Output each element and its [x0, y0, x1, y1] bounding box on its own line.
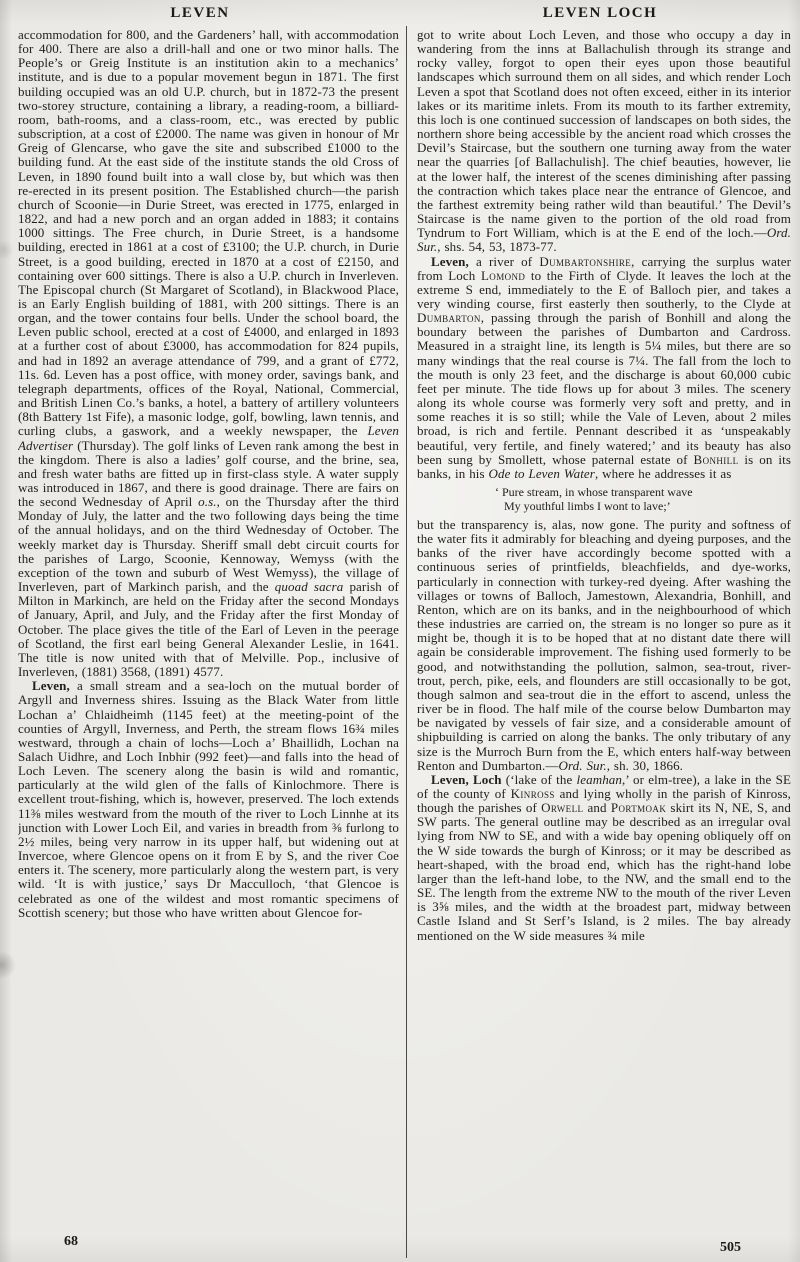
text-segment-normal: ,’ or elm-tree), a lake in the SE of the county of: [417, 771, 791, 801]
text-segment-bold: Leven,: [32, 678, 70, 694]
paragraph: [18, 28, 399, 679]
text-segment-italic: Leven Advertiser: [18, 423, 399, 453]
text-columns: [0, 28, 800, 1262]
paragraph: [417, 28, 791, 255]
text-segment-normal: and: [583, 800, 611, 816]
verse-line: ‘ Pure stream, in whose transparent wave: [495, 485, 693, 499]
text-segment-normal: a river of: [468, 253, 540, 269]
text-segment-smallcaps: Lomond: [480, 267, 526, 283]
right-page-number: 505: [720, 1240, 741, 1255]
left-running-head: LEVEN: [170, 5, 230, 21]
text-segment-italic: Ord. Sur.: [417, 225, 791, 255]
text-segment-normal: , on the Thursday after the third Monday of July, the latter and the two following days being the time of the annual holidays, and on the third Wednesday of October. The weekly market day is Thursday. Sheriff small debt circuit courts for the parishes of Largo, Scoonie, Kennoway, Wemyss (with the exception of the town and suburb of West Wemyss), the village of Inverleven, part of Markinch parish, and the: [18, 494, 399, 595]
text-segment-normal: , carrying the surplus water from Loch: [417, 253, 791, 283]
text-segment-bold: Leven,: [431, 253, 469, 269]
text-segment-normal: , sh. 30, 1866.: [606, 757, 684, 773]
text-segment-normal: (‘lake of the: [501, 771, 577, 787]
text-segment-italic: Ord. Sur.: [558, 757, 607, 773]
text-segment-normal: to the Firth of Clyde. It leaves the loch at the extreme S end, immediately to the E of Balloch pier, and takes a very winding course, first easterly then southerly, to the Clyde at: [417, 267, 791, 311]
paragraph: [417, 255, 791, 482]
text-segment-italic: quoad sacra: [274, 579, 344, 595]
text-segment-smallcaps: Portmoak: [610, 800, 667, 816]
text-segment-normal: , where he addresses it as: [594, 465, 732, 481]
text-segment-smallcaps: Dumbartonshire: [539, 253, 632, 269]
text-segment-smallcaps: Orwell: [541, 800, 584, 816]
text-segment-smallcaps: Bonhill: [693, 451, 739, 467]
text-segment-normal: a small stream and a sea-loch on the mutual border of Argyll and Inverness shires. Issuing as the Black Water from little Lochan a’ Chlaidheimh (1145 feet) at the meeting-point of the counties of Argyll, Inverness, and Perth, the stream flows 16¾ miles westward, through a chain of lochs—Loch a’ Bhaillidh, Lochan na Salach Uidhre, and Loch Inbhir (992 feet)—and falls into the head of Loch Leven. The scenery along the basin is wild and romantic, particularly at the wild glen of the falls of Kinlochmore. There is excellent trout-fishing, which is, however, preserved. The loch extends 11⅜ miles westward from the mouth of the river to Loch Linnhe at its junction with Lower Loch Eil, and varies in breadth from ⅜ furlong to 2½ miles, being very narrow in its upper half, but widening out at Invercoe, where Glencoe opens on it from E by S, and the river Coe enters it. The scenery, more particularly along the western part, is very wild. ‘It is with justice,’ says Dr Macculloch, ‘that Glencoe is celebrated as one of the wildest and most romantic specimens of Scottish scenery; but those who have written about Glencoe for-: [18, 678, 399, 920]
paragraph: [18, 679, 399, 920]
text-segment-normal: is on its banks, in his: [417, 451, 791, 481]
text-segment-normal: (Thursday). The golf links of Leven rank among the best in the kingdom. There is also a ladies’ golf course, and the brine, sea, and fresh water baths are fitted up in first-class style. A water supply was introduced in 1867, and there is good drainage. There are fairs on the second Wednesday of April: [18, 437, 399, 510]
running-heads: [0, 5, 800, 22]
text-segment-bold: Leven, Loch: [431, 771, 502, 787]
text-segment-normal: skirt its N, NE, S, and SW parts. The general outline may be described as an irregular oval lying from NW to SE, and with a wide bay opening obliquely off on the W side towards the burgh of Kinross; or it may be described as heart-shaped, with the broad end, which has the right-hand lobe larger than the left-hand lobe, to the NW, and the small end to the SE. The length from the extreme NW to the mouth of the river Leven is 3⅝ miles, and the width at the broadest part, midway between Castle Island and St Serf’s Island, is 2 miles. The bay already mentioned on the W side measures ¾ mile: [417, 800, 791, 943]
text-segment-normal: got to write about Loch Leven, and those who occupy a day in wandering from the inns at Ballachulish through its strange and rocky valley, forgot to open their eyes upon those beautiful landscapes which surround them on all sides, and which render Loch Leven a spot that Scotland does not often exceed, either in its interior lakes or its maritime inlets. From its mouth to its farther extremity, this loch is one continued succession of landscapes on both sides, the northern shore being accessible by the ancient road which crosses the Devil’s Staircase, but the southern one turning away from the water near the quarries [of Ballachulish]. The chief beauties, however, lie at the lower half, the interest of the scenes diminishing after passing the contraction which takes place near the entrance of Glencoe, and the farthest extremity being rather wild than beautiful.’ The Devil’s Staircase is the name given to the portion of the old road from Tyndrum to Fort William, which is at the E end of the loch.—: [417, 28, 791, 241]
text-segment-normal: , passing through the parish of Bonhill and along the boundary between the parishes of Dumbarton and Cardross. Measured in a straight line, its length is 5¼ miles, but there are so many windings that the real course is 7¼. The fall from the loch to the mouth is only 23 feet, and the discharge is about 60,000 cubic feet per minute. The tide flows up for about 3 miles. The scenery along its whole course was formerly very soft and pretty, and in some reaches it is so still; while the Vale of Leven, about 2 miles broad, is rich and fertile. Pennant described it as ‘unspeakably beautiful, very fertile, and finely watered;’ and its beauty has also been sung by Smollett, whose paternal estate of: [417, 310, 791, 467]
text-segment-normal: parish of Milton in Markinch, are held on the Friday after the second Mondays of January, April, and July, and the Friday after the first Monday of October. The place gives the title of the Earl of Leven in the peerage of Scotland, the first earl being General Alexander Leslie, in 1641. The title is now united with that of Melville. Pop., inclusive of Inverleven, (1881) 3568, (1891) 4577.: [18, 579, 399, 680]
right-column: [417, 28, 791, 1262]
paragraph: [417, 518, 791, 773]
text-segment-italic: o.s.: [198, 494, 217, 510]
text-segment-normal: , shs. 54, 53, 1873-77.: [437, 239, 557, 255]
text-segment-italic: leamhan: [576, 771, 623, 787]
text-segment-normal: and lying wholly in the parish of Kinross, though the parishes of: [417, 785, 791, 816]
text-segment-normal: but the transparency is, alas, now gone. The purity and softness of the water fits it admirably for bleaching and dyeing purposes, and the banks of the river have accordingly become spotted with a continuous series of printfields, bleachfields, and dye-works, particularly in connection with turkey-red dyeing. After washing the villages or towns of Balloch, Jamestown, Alexandria, Bonhill, and Renton, which are on its banks, and in the neighbourhood of which these industries are carried on, the stream is no longer so pure as it might be, though it is to be hoped that at no distant date there will again be considerable improvement. The fishing used formerly to be good, and notwithstanding the pollution, salmon, sea-trout, river-trout, perch, pike, eels, and flounders are still occasionally to be got, though salmon and sea-trout die in the effort to ascend, unless the river be in flood. The half mile of the course below Dumbarton may be navigated by vessels of fair size, and a considerable amount of shipbuilding is carried on along the banks. The only tributary of any size is the Murroch Burn from the E, which enters half-way between Renton and Dumbarton.—: [417, 517, 791, 773]
left-page-number: 68: [64, 1234, 78, 1249]
text-segment-smallcaps: Dumbarton: [417, 310, 481, 326]
right-running-head: LEVEN LOCH: [542, 5, 658, 21]
verse-line: My youthful limbs I wont to lave;’: [504, 498, 671, 513]
text-segment-smallcaps: Kinross: [510, 785, 555, 801]
paragraph: [417, 773, 791, 943]
text-segment-normal: accommodation for 800, and the Gardeners’ hall, with accommodation for 400. There are also a drill-hall and one or two minor halls. The People’s or Greig Institute is an institution akin to a mechanics’ institute, and is due to a popular movement begun in 1871. The first building occupied was an old U.P. church, but in 1872-73 the present two-storey structure, containing a library, a reading-room, a billiard-room, bath-rooms, and a class-room, etc., was erected by public subscription, at a cost of £2000. The name was given in honour of Mr Greig of Glencarse, who gave the site and subscribed £1000 to the building fund. At the east side of the institute stands the old Cross of Leven, in 1890 found built into a wall close by, but which was then re-erected in its present position. The Established church—the parish church of Scoonie—in Durie Street, was erected in 1775, enlarged in 1822, and had a new porch and an organ added in 1883; it contains 1000 sittings. The Free church, in Durie Street, is a handsome building, erected in 1861 at a cost of £3100; the U.P. church, in Durie Street, is a good building, erected in 1870 at a cost of £2150, and containing over 600 sittings. There is also a U.P. church in Inverleven. The Episcopal church (St Margaret of Scotland), in Blackwood Place, is an Early English building of 1881, with 200 sittings. There is an organ, and the tower contains four bells. Under the school board, the Leven public school, erected at a cost of £4000, and enlarged in 1893 at a further cost of about £3000, has accommodation for 824 pupils, and had in 1892 an average attendance of 799, and a grant of £772, 11s. 6d. Leven has a post office, with money order, savings bank, and telegraph departments, offices of the Royal, National, Commercial, and British Linen Co.’s banks, a hotel, a battery of artillery volunteers (8th Battery 1st Fife), a masonic lodge, golf, bowling, lawn tennis, and curling clubs, a gaswork, and a weekly newspaper, the: [18, 28, 399, 439]
verse-quote: [495, 486, 791, 513]
text-segment-italic: Ode to Leven Water: [488, 465, 595, 481]
left-column: [18, 28, 399, 1262]
